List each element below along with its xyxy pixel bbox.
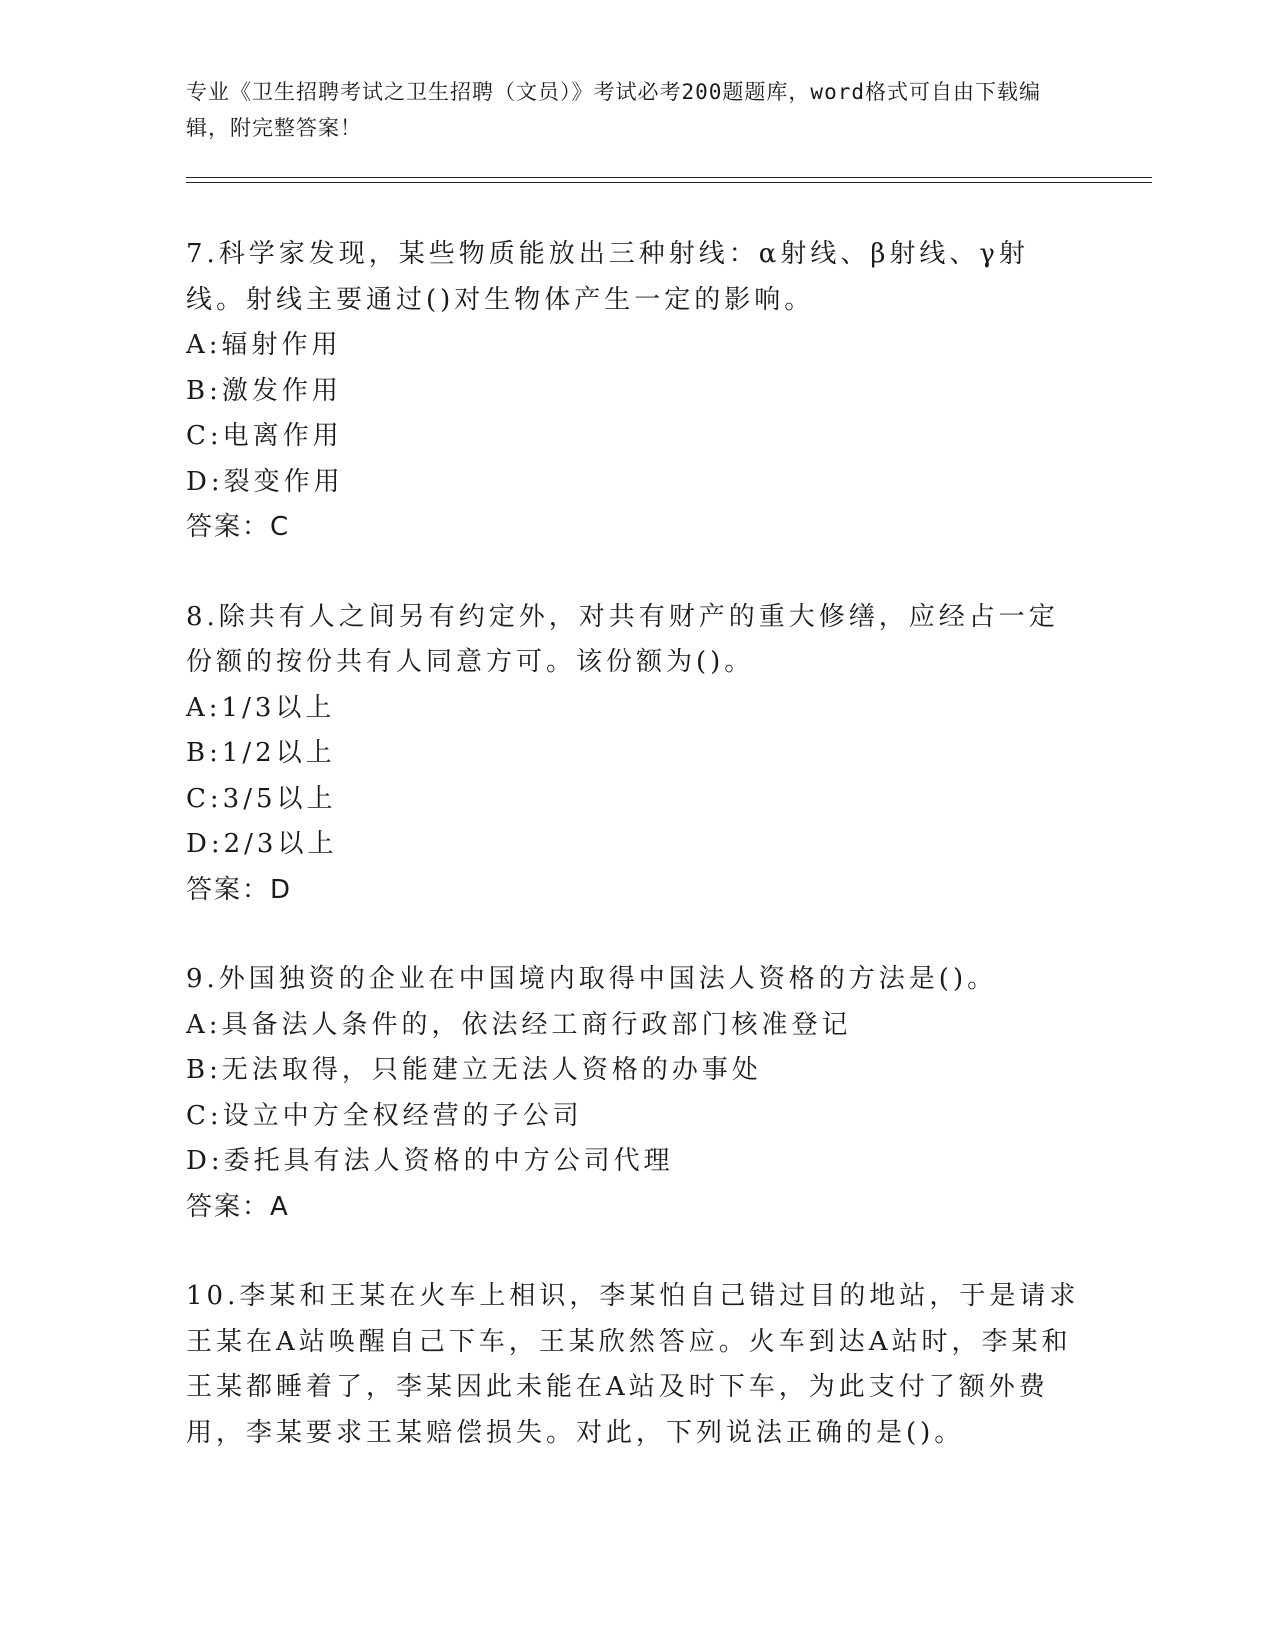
question-text: 7.科学家发现，某些物质能放出三种射线：α射线、β射线、γ射线。射线主要通过()对生物体产生一定的影响。 <box>186 239 1029 315</box>
question-text: 10.李某和王某在火车上相识，李某怕自己错过目的地站，于是请求王某在A站唤醒自己下车，王某欣然答应。火车到达A站时，李某和王某都睡着了，李某因此未能在A站及时下车，为此支付了额外费用，李某要求王某赔偿损失。对此，下列说法正确的是()。 <box>186 1281 1080 1448</box>
header-divider-top <box>186 177 1152 178</box>
question-text: 9.外国独资的企业在中国境内取得中国法人资格的方法是()。 <box>186 964 998 994</box>
option-list <box>186 1003 1086 1185</box>
option-c: C:3/5以上 <box>186 783 337 814</box>
option-a: A:1/3以上 <box>186 692 336 723</box>
option-d: D:裂变作用 <box>186 466 344 497</box>
question-text: 8.除共有人之间另有约定外，对共有财产的重大修缮，应经占一定份额的按份共有人同意方可。该份额为()。 <box>186 601 1059 677</box>
option-d: D:委托具有法人资格的中方公司代理 <box>186 1146 674 1176</box>
option-d: D:2/3以上 <box>186 829 338 859</box>
question-10 <box>186 1274 1086 1456</box>
answer-line: 答案：C <box>186 512 291 542</box>
question-8 <box>186 595 1086 914</box>
option-b: B:1/2以上 <box>186 738 336 768</box>
question-7 <box>186 232 1086 551</box>
option-a: A:辐射作用 <box>186 330 342 360</box>
option-a: A:具备法人条件的，依法经工商行政部门核准登记 <box>186 1009 852 1040</box>
question-9 <box>186 957 1086 1230</box>
option-list <box>186 686 1086 868</box>
option-c: C:设立中方全权经营的子公司 <box>186 1100 583 1131</box>
document-header: 专业《卫生招聘考试之卫生招聘（文员）》考试必考200题题库，word格式可自由下载编辑，附完整答案！ <box>186 80 1041 140</box>
option-b: B:激发作用 <box>186 375 342 406</box>
option-c: C:电离作用 <box>186 421 343 451</box>
header-divider-bottom <box>186 182 1152 183</box>
option-list <box>186 323 1086 505</box>
question-list <box>186 232 1086 1500</box>
option-b: B:无法取得，只能建立无法人资格的办事处 <box>186 1055 762 1085</box>
answer-line: 答案：D <box>186 874 293 905</box>
answer-line: 答案：A <box>186 1191 290 1222</box>
